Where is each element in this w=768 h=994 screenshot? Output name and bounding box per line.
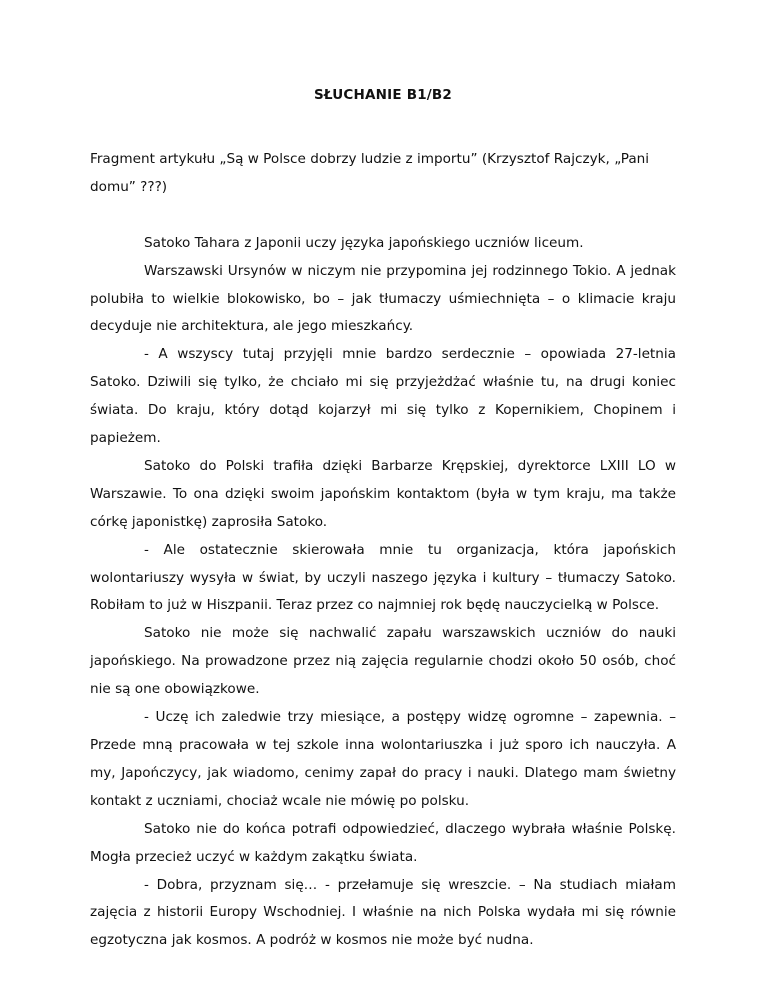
paragraph: - A wszyscy tutaj przyjęli mnie bardzo serdecznie – opowiada 27-letnia Satoko. Dziwili się tylko, że chciało mi się przyjeżdżać właśnie tu, na drugi koniec świata. Do kraju, który dotąd kojarzył mi się tylko z Kopernikiem, Chopinem i papieżem. bbox=[90, 346, 676, 447]
paragraph: - Dobra, przyznam się… - przełamuje się wreszcie. – Na studiach miałam zajęcia z historii Europy Wschodniej. I właśnie na nich Polska wydała mi się równie egzotyczna jak kosmos. A podróż w kosmos nie może być nudna. bbox=[90, 876, 676, 949]
paragraph: Warszawski Ursynów w niczym nie przypomina jej rodzinnego Tokio. A jednak polubiła to wielkie blokowisko, bo – jak tłumaczy uśmiechnięta – o klimacie kraju decyduje nie architektura, ale jego mieszkańcy. bbox=[90, 262, 676, 335]
article-source-line: Fragment artykułu „Są w Polsce dobrzy ludzie z importu” (Krzysztof Rajczyk, „Pani domu” ???) bbox=[90, 151, 650, 195]
paragraph: - Ale ostatecznie skierowała mnie tu organizacja, która japońskich wolontariuszy wysyła w świat, by uczyli naszego języka i kultury – tłumaczy Satoko. Robiłam to już w Hiszpanii. Teraz przez co najmniej rok będę nauczycielką w Polsce. bbox=[90, 541, 676, 614]
paragraph: Satoko nie może się nachwalić zapału warszawskich uczniów do nauki japońskiego. Na prowadzone przez nią zajęcia regularnie chodzi około 50 osób, choć nie są one obowiązkowe. bbox=[90, 625, 676, 698]
paragraph: Satoko do Polski trafiła dzięki Barbarze Krępskiej, dyrektorce LXIII LO w Warszawie. To ona dzięki swoim japońskim kontaktom (była w tym kraju, ma także córkę japonistkę) zaprosiła Satoko. bbox=[90, 457, 676, 530]
article-body bbox=[90, 146, 676, 955]
paragraph: Satoko nie do końca potrafi odpowiedzieć, dlaczego wybrała właśnie Polskę. Mogła przecież uczyć w każdym zakątku świata. bbox=[90, 820, 676, 865]
paragraph: Satoko Tahara z Japonii uczy języka japońskiego uczniów liceum. bbox=[144, 234, 584, 251]
paragraph: - Uczę ich zaledwie trzy miesiące, a postępy widzę ogromne – zapewnia. – Przede mną pracowała w tej szkole inna wolontariuszka i już sporo ich nauczyła. A my, Japończycy, jak wiadomo, cenimy zapał do pracy i nauki. Dlatego mam świetny kontakt z uczniami, chociaż wcale nie mówię po polsku. bbox=[90, 709, 676, 809]
document-title: SŁUCHANIE B1/B2 bbox=[313, 87, 453, 103]
